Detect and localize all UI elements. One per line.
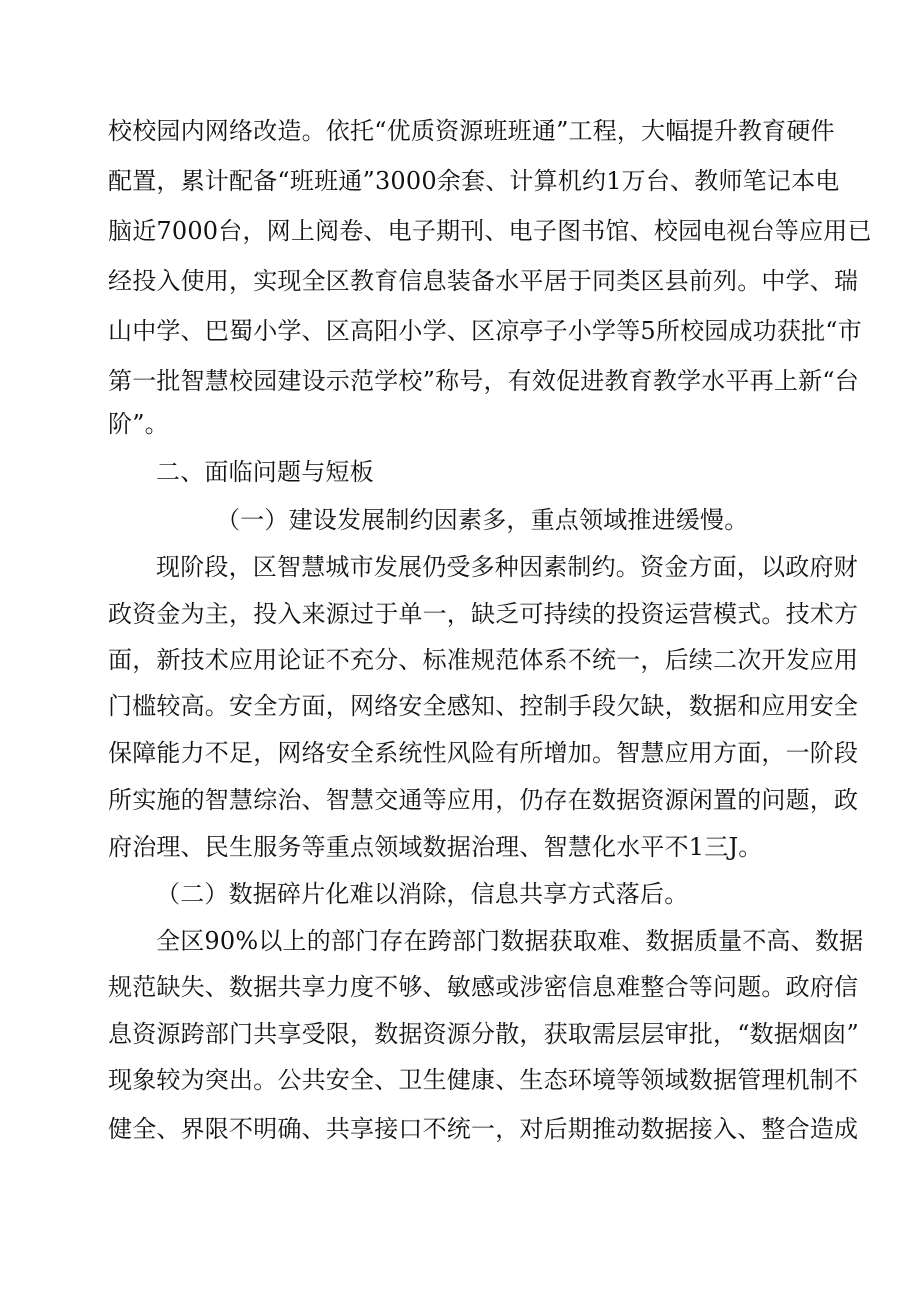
- subheading: （二）数据碎片化难以消除，信息共享方式落后。: [156, 880, 689, 908]
- text-line: 门槛较高。安全方面，网络安全感知、控制手段欠缺，数据和应用安全: [108, 692, 859, 720]
- text-line: 政资金为主，投入来源过于单一，缺乏可持续的投资运营模式。技术方: [108, 600, 859, 628]
- text-line: 规范缺失、数据共享力度不够、敏感或涉密信息难整合等问题。政府信: [108, 973, 859, 1001]
- text-line: 所实施的智慧综治、智慧交通等应用，仍存在数据资源闲置的问题，政: [108, 786, 859, 814]
- text-line: 面，新技术应用论证不充分、标准规范体系不统一，后续二次开发应用: [108, 646, 859, 674]
- section-heading: 二、面临问题与短板: [156, 458, 374, 486]
- text-line: 府治理、民生服务等重点领域数据治理、智慧化水平不1三J。: [108, 833, 763, 861]
- subheading: （一）建设发展制约因素多，重点领域推进缓慢。: [216, 506, 749, 534]
- text-line: 保障能力不足，网络安全系统性风险有所增加。智慧应用方面，一阶段: [108, 739, 859, 767]
- text-line: 第一批智慧校园建设示范学校”称号，有效促进教育教学水平再上新“台: [108, 367, 859, 395]
- text-line: 健全、界限不明确、共享接口不统一，对后期推动数据接入、整合造成: [108, 1115, 859, 1143]
- text-line: 阶”。: [108, 410, 169, 438]
- text-line: 经投入使用，实现全区教育信息装备水平居于同类区县前列。中学、瑞: [108, 267, 859, 295]
- text-line: 现象较为突出。公共安全、卫生健康、生态环境等领域数据管理机制不: [108, 1066, 859, 1094]
- text-line: 校校园内网络改造。依托“优质资源班班通”工程，大幅提升教育硬件: [108, 117, 835, 145]
- text-line: 配置，累计配备“班班通”3000余套、计算机约1万台、教师笔记本电: [108, 167, 840, 195]
- text-line: 息资源跨部门共享受限，数据资源分散，获取需层层审批，“数据烟囱”: [108, 1020, 859, 1048]
- text-line: 山中学、巴蜀小学、区高阳小学、区凉亭子小学等5所校园成功获批“市: [108, 317, 862, 345]
- text-line: 全区90%以上的部门存在跨部门数据获取难、数据质量不高、数据: [156, 927, 864, 955]
- text-line: 现阶段，区智慧城市发展仍受多种因素制约。资金方面，以政府财: [156, 553, 858, 581]
- text-line: 脑近7000台，网上阅卷、电子期刊、电子图书馆、校园电视台等应用已: [108, 217, 872, 245]
